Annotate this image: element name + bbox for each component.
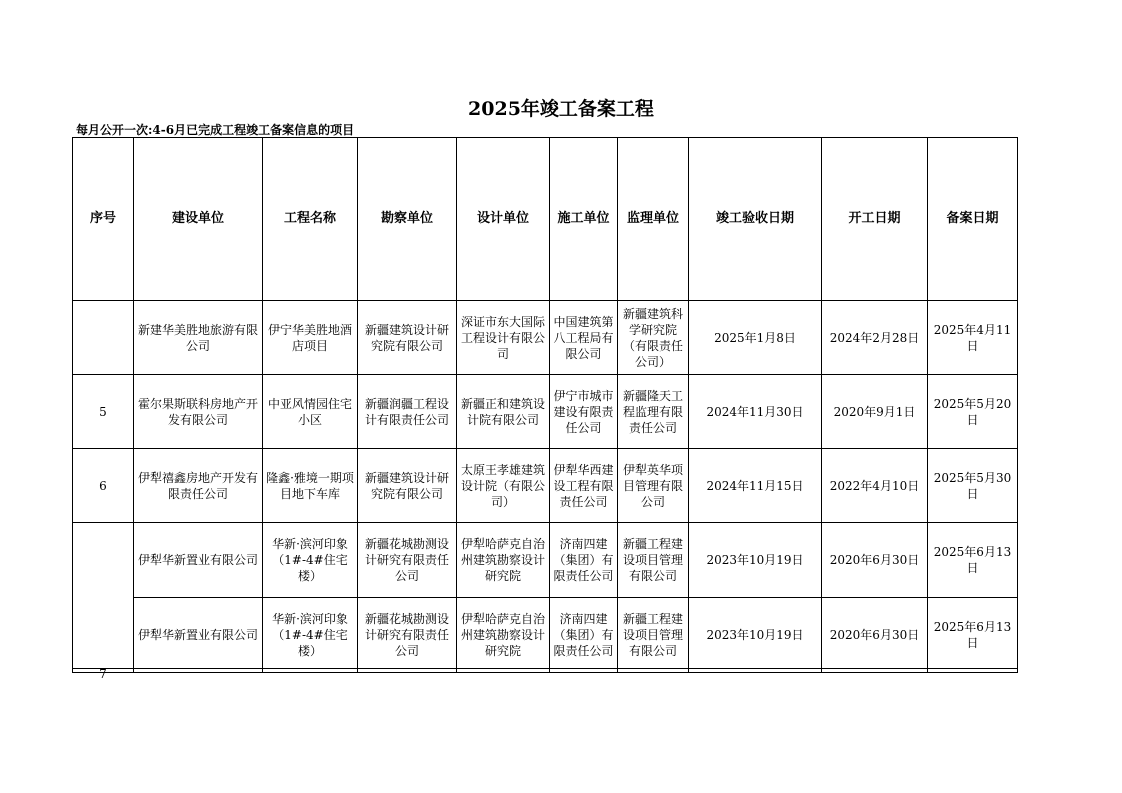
cell-seq: 5 [73,375,134,449]
cell-project-text: 华新·滨河印象（1#-4#住宅楼） [272,537,348,583]
column-header-builder: 建设单位 [134,138,263,301]
cell-design-text: 深证市东大国际工程设计有限公司 [460,314,545,361]
cell-builder [134,449,263,523]
cell-project-text: 中亚风情园住宅小区 [267,396,352,427]
column-header-supervision: 监理单位 [618,138,689,301]
cell-builder [134,375,263,449]
cell-acceptance-date: 2023年10月19日 [689,598,822,673]
cell-supervision-text: 伊犁英华项目管理有限公司 [622,462,683,509]
cell-survey [358,523,457,598]
cell-builder-text: 伊犁华新置业有限公司 [137,553,258,567]
cell-construction [550,598,618,673]
cell-survey-text: 新疆润疆工程设计有限责任公司 [364,396,449,427]
cell-design [457,598,550,673]
cell-builder [134,523,263,598]
cell-start-date: 2024年2月28日 [822,301,928,375]
cell-survey-text: 新疆花城勘测设计研究有限责任公司 [364,612,449,658]
cell-builder [134,301,263,375]
cell-design-text: 伊犁哈萨克自治州建筑勘察设计研究院 [460,537,545,583]
cell-project [263,375,358,449]
column-header-construction: 施工单位 [550,138,618,301]
cell-construction [550,523,618,598]
column-header-project: 工程名称 [263,138,358,301]
cell-project-text: 伊宁华美胜地酒店项目 [267,322,352,353]
cell-record-date: 2025年5月30日 [928,449,1018,523]
cell-builder-text: 霍尔果斯联科房地产开发有限公司 [137,396,258,427]
column-header-start-date: 开工日期 [822,138,928,301]
cell-design-text: 新疆正和建筑设计院有限公司 [460,396,545,427]
cell-acceptance-date: 2025年1月8日 [689,301,822,375]
cell-start-date: 2020年6月30日 [822,598,928,673]
cell-design-text: 太原王孝雄建筑设计院（有限公司） [460,462,545,509]
cell-acceptance-date: 2024年11月15日 [689,449,822,523]
record-table-viewport [72,137,1018,681]
cell-supervision [618,598,689,673]
cell-design [457,449,550,523]
cell-supervision [618,449,689,523]
cell-record-date: 2025年6月13日 [928,523,1018,598]
cell-survey [358,301,457,375]
table-bottom-border [72,668,1017,669]
column-header-seq: 序号 [73,138,134,301]
column-header-design: 设计单位 [457,138,550,301]
cell-start-date: 2020年6月30日 [822,523,928,598]
page-subtitle: 每月公开一次:4-6月已完成工程竣工备案信息的项目 [76,123,355,137]
cell-survey-text: 新疆建筑设计研究院有限公司 [364,322,449,353]
table-row [73,598,1018,673]
cell-seq [73,301,134,375]
cell-builder [134,598,263,673]
cell-record-date: 2025年6月13日 [928,598,1018,673]
cell-construction-text: 伊宁市城市建设有限责任公司 [553,388,614,435]
cell-supervision [618,301,689,375]
column-header-survey: 勘察单位 [358,138,457,301]
cell-project [263,523,358,598]
cell-project-text: 华新·滨河印象（1#-4#住宅楼） [272,612,348,658]
cell-supervision [618,375,689,449]
cell-construction [550,449,618,523]
cell-survey [358,375,457,449]
cell-survey [358,449,457,523]
cell-seq: 6 [73,449,134,523]
page-title: 2025年竣工备案工程 [468,98,654,120]
cell-seq [73,523,134,681]
cell-builder-text: 新建华美胜地旅游有限公司 [137,322,258,353]
cell-builder-text: 伊犁华新置业有限公司 [137,628,258,642]
cell-survey-text: 新疆建筑设计研究院有限公司 [364,470,449,501]
cell-survey-text: 新疆花城勘测设计研究有限责任公司 [364,537,449,583]
cell-design [457,301,550,375]
cell-project-text: 隆鑫·雅境一期项目地下车库 [266,470,354,501]
cell-project [263,449,358,523]
table-row [73,449,1018,523]
cell-project [263,598,358,673]
cell-supervision-text: 新疆隆天工程监理有限责任公司 [622,388,683,435]
cell-design-text: 伊犁哈萨克自治州建筑勘察设计研究院 [460,612,545,658]
column-header-record-date: 备案日期 [928,138,1018,301]
record-table [72,137,1018,681]
cell-construction-text: 中国建筑第八工程局有限公司 [553,314,614,361]
cell-seq-text: 7 [99,667,107,681]
cell-acceptance-date: 2023年10月19日 [689,523,822,598]
cell-construction-text: 济南四建（集团）有限责任公司 [553,612,614,658]
table-row [73,301,1018,375]
table-row [73,375,1018,449]
table-row [73,523,1018,598]
cell-construction [550,301,618,375]
column-header-acceptance-date: 竣工验收日期 [689,138,822,301]
cell-survey [358,598,457,673]
cell-construction-text: 济南四建（集团）有限责任公司 [553,537,614,583]
cell-design [457,375,550,449]
cell-record-date: 2025年4月11日 [928,301,1018,375]
cell-supervision [618,523,689,598]
cell-record-date: 2025年5月20日 [928,375,1018,449]
cell-acceptance-date: 2024年11月30日 [689,375,822,449]
cell-builder-text: 伊犁禧鑫房地产开发有限责任公司 [137,470,258,501]
cell-design [457,523,550,598]
cell-construction [550,375,618,449]
cell-project [263,301,358,375]
cell-start-date: 2020年9月1日 [822,375,928,449]
cell-start-date: 2022年4月10日 [822,449,928,523]
table-header-row [73,138,1018,301]
cell-supervision-text: 新疆工程建设项目管理有限公司 [622,612,683,658]
cell-supervision-text: 新疆工程建设项目管理有限公司 [622,537,683,583]
cell-construction-text: 伊犁华西建设工程有限责任公司 [553,462,614,509]
cell-supervision-text: 新疆建筑科学研究院（有限责任公司） [622,306,683,369]
